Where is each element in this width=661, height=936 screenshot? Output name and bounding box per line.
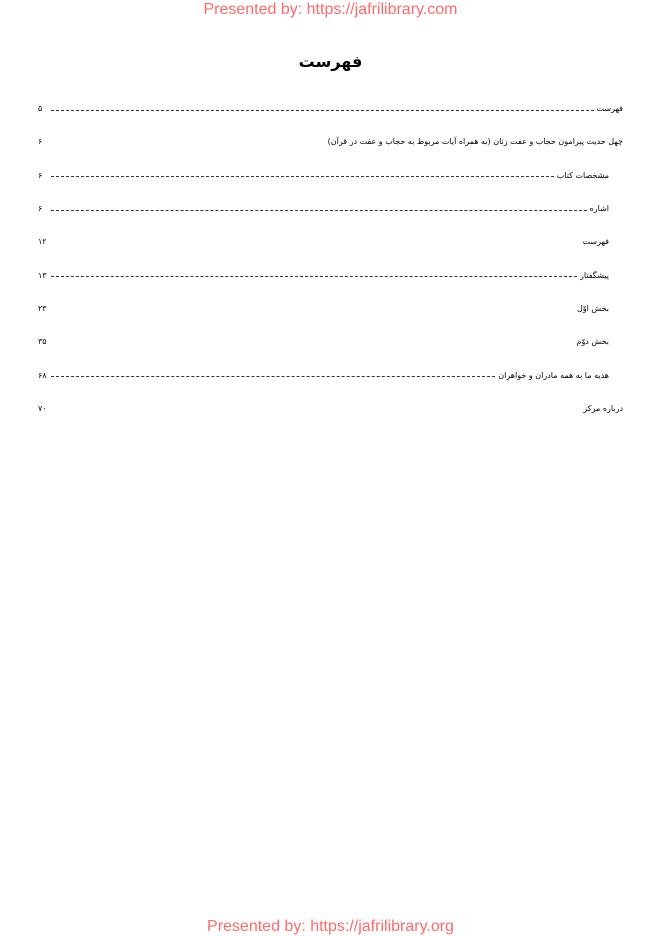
toc-entry[interactable] xyxy=(38,392,623,425)
toc-entry-page: ۶ xyxy=(38,137,43,147)
toc-entry-label: فهرست xyxy=(596,104,623,114)
toc-entry-page: ۵ xyxy=(38,104,43,114)
toc-entry-label: بخش دوّم xyxy=(576,337,609,347)
toc-entry-label: درباره مرکز xyxy=(583,403,623,413)
dot-leader xyxy=(51,176,554,177)
toc-entry-page: ۳۵ xyxy=(38,337,47,347)
toc-entry-page: ۷۰ xyxy=(38,403,47,413)
toc-entry[interactable] xyxy=(38,225,623,258)
toc-entry[interactable] xyxy=(38,192,623,225)
dot-leader xyxy=(51,110,594,111)
toc-entry-label: هدیه ما به همه مادران و خواهران xyxy=(498,370,609,380)
toc-entry-page: ۱۳ xyxy=(38,270,47,280)
page-title: فهرست xyxy=(298,52,363,71)
dot-leader xyxy=(51,376,495,377)
toc-entry-label: اشاره xyxy=(589,204,609,214)
footer-watermark: Presented by: https://jafrilibrary.org xyxy=(207,918,454,935)
toc-entry[interactable] xyxy=(38,159,623,192)
header-watermark: Presented by: https://jafrilibrary.com xyxy=(203,1,458,18)
dot-leader xyxy=(51,210,587,211)
toc-entry-page: ۶ xyxy=(38,204,43,214)
toc-entry[interactable] xyxy=(38,358,623,391)
toc-entry-page: ۶۸ xyxy=(38,370,47,380)
toc-entry[interactable] xyxy=(38,92,623,125)
toc-entry-label: مشخصات کتاب xyxy=(556,170,609,180)
toc-entry-page: ۶ xyxy=(38,170,43,180)
toc-entry-label: بخش اوّل xyxy=(576,303,609,313)
toc-entry-label: پیشگفتار xyxy=(580,270,609,280)
toc-entry-page: ۱۲ xyxy=(38,237,47,247)
toc-entry[interactable] xyxy=(38,258,623,291)
toc-entry-label: فهرست xyxy=(582,237,609,247)
dot-leader xyxy=(51,276,577,277)
table-of-contents xyxy=(38,92,623,425)
toc-entry[interactable] xyxy=(38,292,623,325)
toc-entry-page: ۲۳ xyxy=(38,303,47,313)
toc-entry[interactable] xyxy=(38,125,623,158)
toc-entry[interactable] xyxy=(38,325,623,358)
toc-entry-label: چهل حدیث پیرامون حجاب و عفت زنان (به همراه آیات مربوط به حجاب و عفت در قرآن) xyxy=(327,137,623,147)
